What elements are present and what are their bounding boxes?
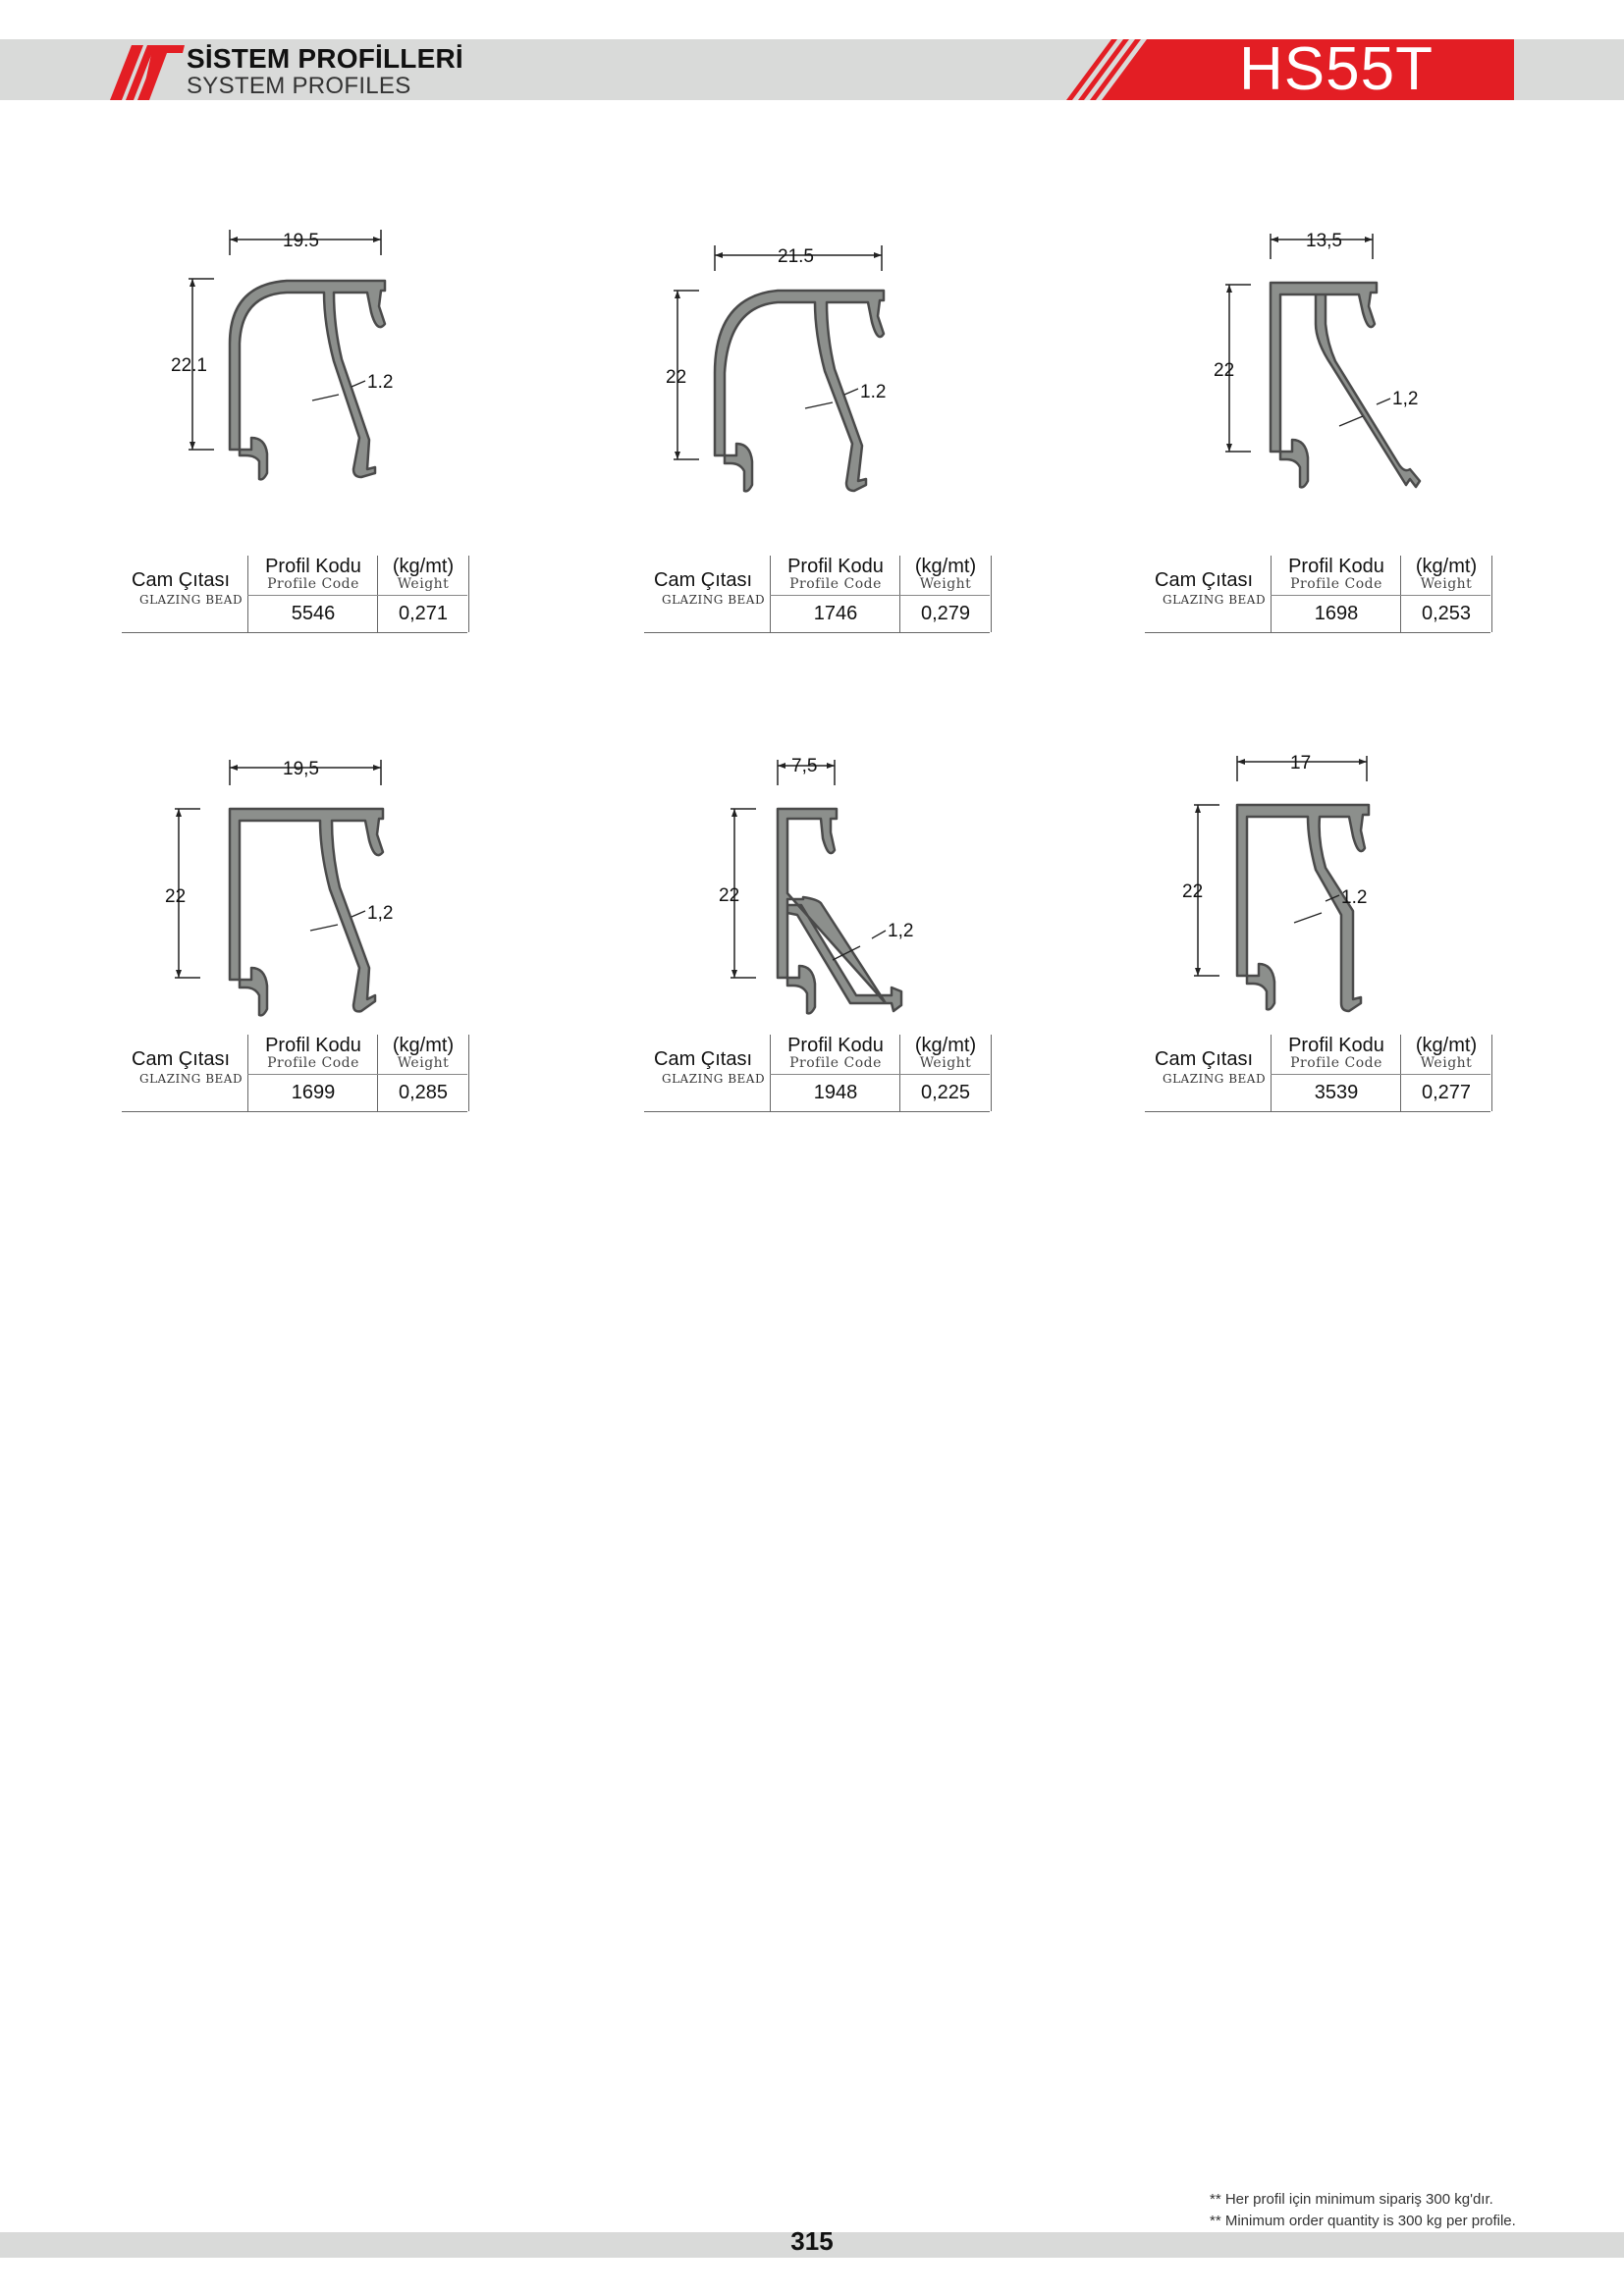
- weight-cell: [899, 556, 992, 632]
- weight-header-en: Weight: [919, 576, 972, 592]
- weight-cell: [1400, 556, 1492, 632]
- profile-name-en: GLAZING BEAD: [1163, 593, 1267, 607]
- weight-header: (kg/mt): [914, 1035, 977, 1056]
- profile-code-value: 1948: [813, 1082, 858, 1103]
- weight-header: (kg/mt): [392, 556, 455, 577]
- profile-drawing-1699: [157, 744, 550, 1235]
- profile-name: Cam Çıtası: [132, 1048, 231, 1070]
- dim-thickness: 1.2: [1341, 887, 1368, 908]
- weight-header-en: Weight: [1420, 576, 1473, 592]
- weight-cell: [1400, 1035, 1492, 1111]
- weight-header: (kg/mt): [1415, 556, 1478, 577]
- profile-info-1699: [122, 1035, 467, 1113]
- page-number: 315: [790, 2226, 834, 2256]
- dim-thickness: 1,2: [888, 921, 914, 941]
- weight-value: 0,253: [1421, 603, 1472, 624]
- profile-code-header: Profil Kodu: [787, 1035, 884, 1056]
- weight-cell: [899, 1035, 992, 1111]
- profile-code-header: Profil Kodu: [265, 1035, 361, 1056]
- weight-header: (kg/mt): [1415, 1035, 1478, 1056]
- profile-code-header-en: Profile Code: [789, 576, 882, 592]
- weight-header: (kg/mt): [914, 556, 977, 577]
- weight-header-en: Weight: [397, 576, 450, 592]
- dim-height: 22: [719, 885, 740, 906]
- dim-width: 7,5: [791, 756, 818, 776]
- profile-name: Cam Çıtası: [132, 569, 231, 591]
- profile-name-en: GLAZING BEAD: [662, 1072, 766, 1086]
- profile-code-value: 3539: [1314, 1082, 1359, 1103]
- dim-height: 22: [1214, 360, 1235, 381]
- weight-header-en: Weight: [1420, 1055, 1473, 1071]
- profile-code-header: Profil Kodu: [265, 556, 361, 577]
- profile-code-value: 1698: [1314, 603, 1359, 624]
- profile-code-header-en: Profile Code: [1290, 1055, 1382, 1071]
- profile-name-en: GLAZING BEAD: [1163, 1072, 1267, 1086]
- weight-header-en: Weight: [919, 1055, 972, 1071]
- dim-width: 13,5: [1306, 231, 1342, 251]
- dim-width: 19,5: [283, 759, 319, 779]
- dim-thickness: 1,2: [1392, 389, 1419, 409]
- profile-code-cell: [770, 556, 900, 632]
- profile-code-value: 1699: [291, 1082, 336, 1103]
- profile-name: Cam Çıtası: [654, 1048, 753, 1070]
- weight-value: 0,285: [398, 1082, 449, 1103]
- profile-info-1698: [1145, 556, 1490, 634]
- weight-value: 0,279: [920, 603, 971, 624]
- dim-height: 22: [1182, 881, 1204, 902]
- profile-name: Cam Çıtası: [654, 569, 753, 591]
- profile-drawing-3539: [1168, 742, 1561, 1233]
- weight-value: 0,225: [920, 1082, 971, 1103]
- dim-width: 21.5: [778, 246, 814, 267]
- profile-info-1948: [644, 1035, 990, 1113]
- profile-code-header: Profil Kodu: [787, 556, 884, 577]
- profile-code-value: 1746: [813, 603, 858, 624]
- profile-code-cell: [1271, 556, 1401, 632]
- profile-name-en: GLAZING BEAD: [139, 593, 244, 607]
- weight-value: 0,271: [398, 603, 449, 624]
- profile-code-cell: [1271, 1035, 1401, 1111]
- weight-header: (kg/mt): [392, 1035, 455, 1056]
- profile-code-header-en: Profile Code: [789, 1055, 882, 1071]
- dim-width: 19.5: [283, 231, 319, 251]
- profile-code-header-en: Profile Code: [1290, 576, 1382, 592]
- profile-code-cell: [247, 1035, 378, 1111]
- company-logo: [110, 43, 185, 100]
- profile-name: Cam Çıtası: [1155, 1048, 1254, 1070]
- profile-code-header-en: Profile Code: [267, 1055, 359, 1071]
- header-title-tr: SİSTEM PROFİLLERİ: [187, 43, 463, 74]
- system-code: HS55T: [1239, 35, 1434, 103]
- profile-code-header: Profil Kodu: [1288, 1035, 1384, 1056]
- profile-code-cell: [247, 556, 378, 632]
- profile-code-header: Profil Kodu: [1288, 556, 1384, 577]
- footnote-tr: ** Her profil için minimum sipariş 300 kg'dır.: [1210, 2191, 1493, 2208]
- weight-cell: [377, 556, 469, 632]
- dim-height: 22.1: [171, 355, 207, 376]
- profile-info-1746: [644, 556, 990, 634]
- header-title-en: SYSTEM PROFILES: [187, 73, 411, 99]
- profile-info-5546: [122, 556, 467, 634]
- dim-thickness: 1.2: [860, 382, 887, 402]
- weight-cell: [377, 1035, 469, 1111]
- dim-height: 22: [165, 886, 187, 907]
- profile-name-en: GLAZING BEAD: [662, 593, 766, 607]
- page-header: [0, 35, 1624, 103]
- dim-width: 17: [1290, 753, 1312, 774]
- footnote-en: ** Minimum order quantity is 300 kg per profile.: [1210, 2213, 1516, 2229]
- weight-value: 0,277: [1421, 1082, 1472, 1103]
- dim-thickness: 1,2: [367, 903, 394, 924]
- weight-header-en: Weight: [397, 1055, 450, 1071]
- profile-code-header-en: Profile Code: [267, 576, 359, 592]
- dim-height: 22: [666, 367, 687, 388]
- profile-name-en: GLAZING BEAD: [139, 1072, 244, 1086]
- profile-code-cell: [770, 1035, 900, 1111]
- profile-name: Cam Çıtası: [1155, 569, 1254, 591]
- profile-code-value: 5546: [291, 603, 336, 624]
- profile-info-3539: [1145, 1035, 1490, 1113]
- profile-drawing-1746: [658, 226, 1051, 717]
- dim-thickness: 1.2: [367, 372, 394, 393]
- profile-drawing-1948: [707, 746, 1100, 1237]
